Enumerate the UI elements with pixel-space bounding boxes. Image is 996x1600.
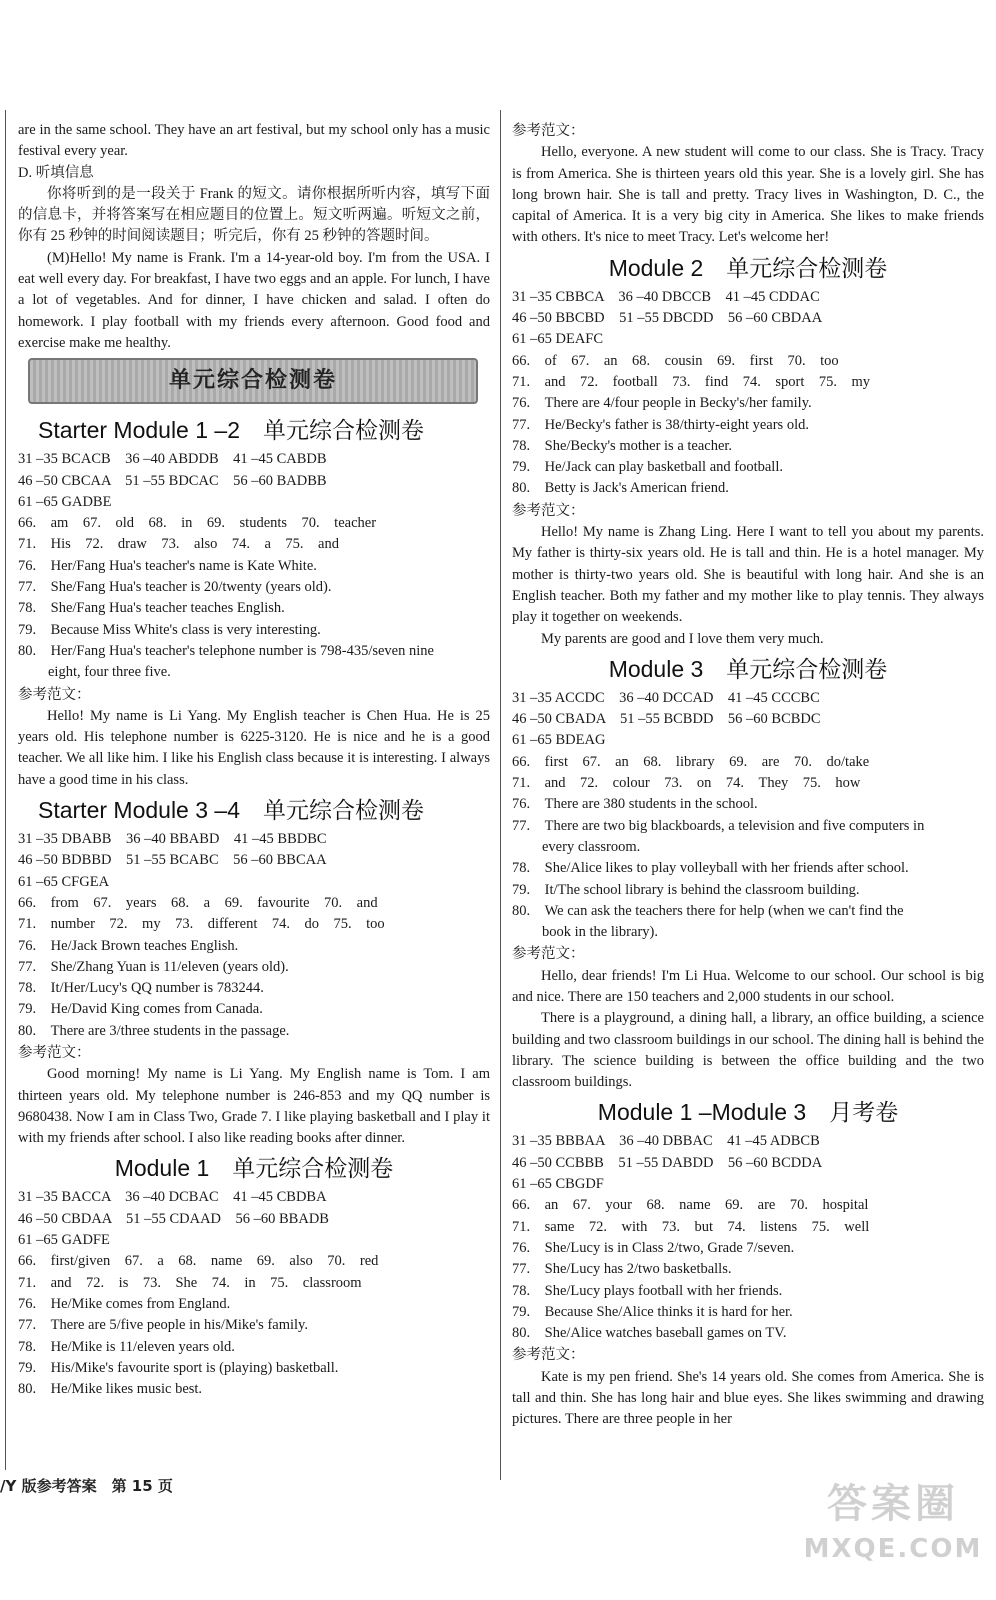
answer-line: 66. am 67. old 68. in 69. students 70. teacher xyxy=(18,515,377,532)
answer-line: 76. There are 380 students in the school. xyxy=(512,796,758,813)
reference-label: 参考范文： xyxy=(512,502,585,519)
answer-line: 79. Because She/Alice thinks it is hard for her. xyxy=(512,1303,793,1320)
answer-line: 46 –50 CCBBB 51 –55 DABDD 56 –60 BCDDA xyxy=(512,1154,823,1171)
reference-label: 参考范文： xyxy=(512,1347,585,1364)
answer-line: eight, four three five. xyxy=(48,664,171,681)
intro-paragraph: are in the same school. They have an art festival, but my school only has a music festival every year. xyxy=(18,122,490,160)
answer-line: 77. She/Fang Hua's teacher is 20/twenty (years old). xyxy=(18,579,332,596)
answer-line: 80. We can ask the teachers there for help (when we can't find the xyxy=(512,902,904,919)
answer-line: 78. He/Mike is 11/eleven years old. xyxy=(18,1338,235,1355)
reference-essay: Hello, everyone. A new student will come to our class. She is Tracy. Tracy is from America. She is thirteen years old this year. She is a lovely girl. She has long brown hair. She is tall and pretty. Tracy lives in Washington, D. C., the capital of America. It is a very big city in America. She likes to make friends with others. It's nice to meet Tracy. Let's welcome her! xyxy=(512,144,984,246)
answer-line: 31 –35 BACCA 36 –40 DCBAC 41 –45 CBDBA xyxy=(18,1189,327,1206)
answer-line: 71. His 72. draw 73. also 74. a 75. and xyxy=(18,536,339,553)
answer-line: 78. She/Becky's mother is a teacher. xyxy=(512,437,733,454)
left-column xyxy=(18,120,490,1400)
answer-line: every classroom. xyxy=(542,838,641,855)
answer-line: 80. He/Mike likes music best. xyxy=(18,1381,203,1398)
left-margin-rule xyxy=(5,110,6,1470)
section-d-instruction: 你将听到的是一段关于 Frank 的短文。请你根据所听内容，填写下面的信息卡，并将答案写在相应题目的位置上。短文听两遍。听短文之前，你有 25 秒钟的时间阅读题目；听完后，你有 25 秒钟的答题时间。 xyxy=(18,185,490,245)
answer-line: 79. He/Jack can play basketball and football. xyxy=(512,459,783,476)
reference-label: 参考范文： xyxy=(512,946,585,963)
answer-line: 79. It/The school library is behind the classroom building. xyxy=(512,881,860,898)
answer-line: 66. of 67. an 68. cousin 69. first 70. too xyxy=(512,352,839,369)
reference-essay: Hello! My name is Li Yang. My English teacher is Chen Hua. He is 25 years old. His telephone number is 6225-3120. He is nice and he is a good teacher. We all like him. I like his English class because it is interesting. I always have a good time in his class. xyxy=(18,707,490,788)
answer-line: 78. It/Her/Lucy's QQ number is 783244. xyxy=(18,980,264,997)
answer-line: 76. She/Lucy is in Class 2/two, Grade 7/seven. xyxy=(512,1239,795,1256)
watermark-url: MXQE.COM xyxy=(803,1534,983,1564)
answer-line: 78. She/Alice likes to play volleyball with her friends after school. xyxy=(512,860,909,877)
answer-line: 80. Her/Fang Hua's teacher's telephone number is 798-435/seven nine xyxy=(18,642,434,659)
answer-line: 76. He/Mike comes from England. xyxy=(18,1295,231,1312)
answer-line: 76. He/Jack Brown teaches English. xyxy=(18,937,239,954)
reference-essay: My parents are good and I love them very much. xyxy=(541,630,824,647)
watermark-text: 答案圈 xyxy=(827,1481,959,1527)
answer-line: 61 –65 CBGDF xyxy=(512,1176,604,1193)
answer-line: 77. There are two big blackboards, a television and five computers in xyxy=(512,817,925,834)
answer-line: 46 –50 CBCAA 51 –55 BDCAC 56 –60 BADBB xyxy=(18,472,327,489)
answer-line: 80. Betty is Jack's American friend. xyxy=(512,480,729,497)
answer-line: 80. There are 3/three students in the passage. xyxy=(18,1022,290,1039)
answer-line: 71. and 72. is 73. She 74. in 75. classroom xyxy=(18,1274,362,1291)
answer-line: 46 –50 CBADA 51 –55 BCBDD 56 –60 BCBDC xyxy=(512,711,821,728)
module-3-title: Module 3 单元综合检测卷 xyxy=(608,655,888,682)
answer-line: 76. There are 4/four people in Becky's/her family. xyxy=(512,395,812,412)
answer-line: 77. She/Zhang Yuan is 11/eleven (years old). xyxy=(18,958,289,975)
answer-line: 46 –50 CBDAA 51 –55 CDAAD 56 –60 BBADB xyxy=(18,1210,329,1227)
answer-line: 61 –65 GADFE xyxy=(18,1232,110,1249)
answer-line: 71. and 72. colour 73. on 74. They 75. how xyxy=(512,775,861,792)
reference-label: 参考范文： xyxy=(512,123,585,139)
reference-essay: There is a playground, a dining hall, a library, an office building, a science building and two classroom buildings in our school. The dining hall is behind the library. The science building is between the office building and the two classroom buildings. xyxy=(512,1010,984,1091)
section-d-text: (M)Hello! My name is Frank. I'm a 14-year-old boy. I'm from the USA. I eat well every day. For breakfast, I have two eggs and an apple. For lunch, I have a lot of vegetables. And for dinner, I have chicken and salad. I often do homework. I play football with my friends every afternoon. Good food and exercise make me healthy. xyxy=(18,249,490,351)
answer-line: 66. an 67. your 68. name 69. are 70. hospital xyxy=(512,1197,869,1214)
reference-essay: Good morning! My name is Li Yang. My English name is Tom. I am thirteen years old. My telephone number is 246-853 and my QQ number is 9680438. Now I am in Class Two, Grade 7. I like playing basketball and I play it with my friends after school. I also like reading books after dinner. xyxy=(18,1066,490,1147)
answer-line: 77. There are 5/five people in his/Mike's family. xyxy=(18,1317,308,1334)
answer-line: book in the library). xyxy=(542,924,658,941)
answer-line: 76. Her/Fang Hua's teacher's name is Kate White. xyxy=(18,557,317,574)
reference-essay: Kate is my pen friend. She's 14 years old. She comes from America. She is tall and thin. She has long hair and blue eyes. She likes swimming and drawing pictures. There are three people in her xyxy=(512,1368,984,1428)
module-1-title: Module 1 单元综合检测卷 xyxy=(114,1155,394,1182)
module-2-title: Module 2 单元综合检测卷 xyxy=(608,254,888,281)
answer-line: 71. number 72. my 73. different 74. do 75. too xyxy=(18,916,385,933)
answer-line: 46 –50 BBCBD 51 –55 DBCDD 56 –60 CBDAA xyxy=(512,310,823,327)
answer-line: 61 –65 DEAFC xyxy=(512,331,604,348)
answer-line: 78. She/Fang Hua's teacher teaches English. xyxy=(18,600,285,617)
section-d-heading: D. 听填信息 xyxy=(18,164,94,181)
answer-line: 71. same 72. with 73. but 74. listens 75. well xyxy=(512,1218,870,1235)
answer-line: 61 –65 GADBE xyxy=(18,493,112,510)
section-banner: 单元综合检测卷 xyxy=(28,358,478,404)
answer-line: 61 –65 CFGEA xyxy=(18,873,110,890)
answer-line: 31 –35 BCACB 36 –40 ABDDB 41 –45 CABDB xyxy=(18,451,327,468)
column-divider xyxy=(500,110,501,1480)
answer-line: 31 –35 DBABB 36 –40 BBABD 41 –45 BBDBC xyxy=(18,831,327,848)
page-footer: /Y 版参考答案 第 15 页 xyxy=(0,1477,173,1495)
answer-line: 80. She/Alice watches baseball games on TV. xyxy=(512,1325,787,1342)
answer-line: 79. He/David King comes from Canada. xyxy=(18,1001,263,1018)
answer-line: 78. She/Lucy plays football with her friends. xyxy=(512,1282,783,1299)
answer-line: 31 –35 BBBAA 36 –40 DBBAC 41 –45 ADBCB xyxy=(512,1133,820,1150)
answer-line: 66. from 67. years 68. a 69. favourite 70. and xyxy=(18,894,378,911)
monthly-exam-title: Module 1 –Module 3 月考卷 xyxy=(597,1099,899,1126)
answer-line: 71. and 72. football 73. find 74. sport 75. my xyxy=(512,373,871,390)
answer-line: 66. first/given 67. a 68. name 69. also 70. red xyxy=(18,1253,379,1270)
answer-line: 79. Because Miss White's class is very interesting. xyxy=(18,621,321,638)
watermark-logo xyxy=(798,1474,988,1594)
answer-line: 66. first 67. an 68. library 69. are 70. do/take xyxy=(512,753,870,770)
answer-line: 46 –50 BDBBD 51 –55 BCABC 56 –60 BBCAA xyxy=(18,852,327,869)
answer-line: 77. He/Becky's father is 38/thirty-eight years old. xyxy=(512,416,809,433)
answer-line: 79. His/Mike's favourite sport is (playing) basketball. xyxy=(18,1359,339,1376)
answer-line: 31 –35 CBBCA 36 –40 DBCCB 41 –45 CDDAC xyxy=(512,288,820,305)
reference-label: 参考范文： xyxy=(18,686,91,703)
starter-module-1-2-title: Starter Module 1 –2 单元综合检测卷 xyxy=(38,417,425,444)
answer-line: 31 –35 ACCDC 36 –40 DCCAD 41 –45 CCCBC xyxy=(512,689,820,706)
answer-line: 61 –65 BDEAG xyxy=(512,732,606,749)
right-column xyxy=(512,120,984,1431)
reference-essay: Hello, dear friends! I'm Li Hua. Welcome to our school. Our school is big and nice. There are 150 teachers and 2,000 students in our school. xyxy=(512,967,984,1005)
starter-module-3-4-title: Starter Module 3 –4 单元综合检测卷 xyxy=(38,797,425,824)
reference-essay: Hello! My name is Zhang Ling. Here I want to tell you about my parents. My father is thirty-six years old. He is tall and thin. He is a hotel manager. My mother is thirty-two years old. She is beautiful with long hair. And she is an English teacher. Both my father and my mother like to play tennis. They always play it together on weekends. xyxy=(512,524,984,626)
answer-line: 77. She/Lucy has 2/two basketballs. xyxy=(512,1261,732,1278)
reference-label: 参考范文： xyxy=(18,1044,91,1061)
